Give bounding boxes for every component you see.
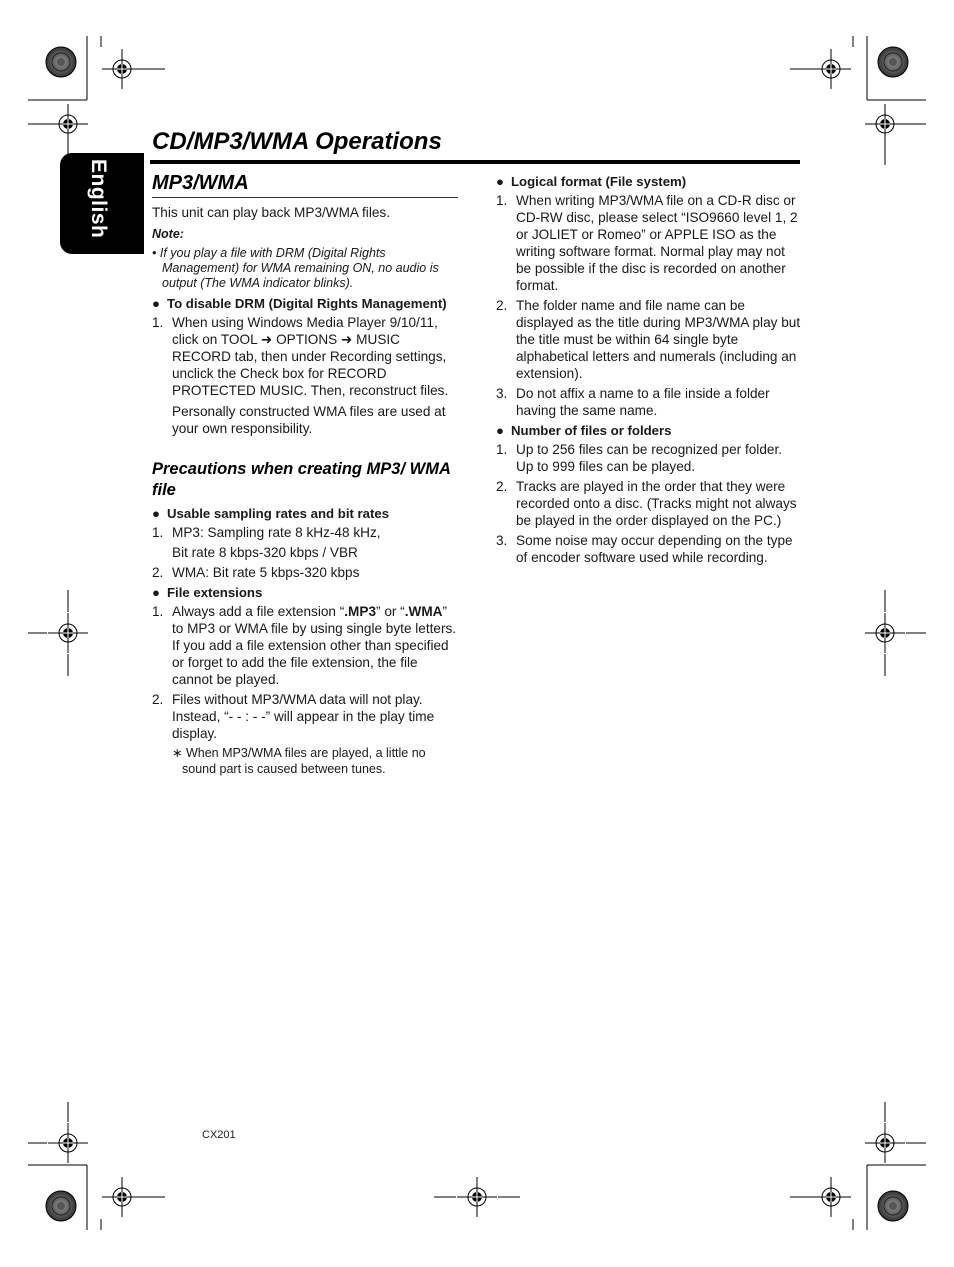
ext-footnote: ∗ When MP3/WMA files are played, a little no sound part is caused between tunes. xyxy=(172,746,426,776)
bullet-icon: ● xyxy=(152,296,160,311)
logical-format-list xyxy=(496,192,802,419)
number-of-files-heading: ● Number of files or folders xyxy=(496,423,672,438)
list-item: 1. Always add a file extension “.MP3” or “.WMA” to MP3 or WMA file by using single byte letters. If you add a file extension other than specified or forget to add the file extension, the file cannot be played. xyxy=(152,604,457,687)
bullet-icon: ● xyxy=(152,585,160,600)
list-item: 3. Some noise may occur depending on the type of encoder software used while recording. xyxy=(496,533,793,565)
precautions-title: Precautions when creating MP3/ WMA file xyxy=(152,460,451,499)
rates-list-cont xyxy=(152,564,458,581)
list-item: 2. The folder name and file name can be displayed as the title during MP3/WMA play but the title must be within 64 single byte alphabetical letters and numerals (including an extension). xyxy=(496,298,801,381)
list-item: 1. When using Windows Media Player 9/10/11, click on TOOL ➜ OPTIONS ➜ MUSIC RECORD tab, then under Recording settings, unclick the Check box for RECORD PROTECTED MUSIC. Then, reconstruct files. xyxy=(152,315,449,398)
list-item: 2. Files without MP3/WMA data will not play. Instead, “- - : - -” will appear in the play time display. xyxy=(152,692,435,741)
bullet-icon: ● xyxy=(152,506,160,521)
logical-format-heading: ● Logical format (File system) xyxy=(496,174,687,189)
language-tab xyxy=(60,153,144,254)
intro-text: This unit can play back MP3/WMA files. xyxy=(152,205,390,220)
drm-heading: ● To disable DRM (Digital Rights Management) xyxy=(152,296,447,311)
ext-heading: ● File extensions xyxy=(152,585,263,600)
number-of-files-list xyxy=(496,441,802,566)
list-item: 2. WMA: Bit rate 5 kbps-320 kbps xyxy=(152,565,360,580)
rates-item1-line2: Bit rate 8 kbps-320 kbps / VBR xyxy=(172,545,358,560)
list-item: 3. Do not affix a name to a file inside a folder having the same name. xyxy=(496,386,770,418)
note-text: • If you play a file with DRM (Digital Rights Management) for WMA remaining ON, no audio is output (The WMA indicator blinks). xyxy=(152,246,439,290)
title-rule xyxy=(150,160,800,164)
left-column xyxy=(152,172,458,777)
list-item: 2. Tracks are played in the order that they were recorded onto a disc. (Tracks might not always be played in the order displayed on the PC.) xyxy=(496,479,797,528)
page-title: CD/MP3/WMA Operations xyxy=(152,128,442,155)
right-column xyxy=(496,173,802,569)
bullet-icon: ● xyxy=(496,423,504,438)
ext-list xyxy=(152,603,458,742)
drm-list xyxy=(152,314,458,399)
model-code: CX201 xyxy=(202,1129,236,1141)
bullet-icon: ● xyxy=(496,174,504,189)
rates-heading: ● Usable sampling rates and bit rates xyxy=(152,506,390,521)
drm-followup: Personally constructed WMA files are used at your own responsibility. xyxy=(172,404,446,436)
list-item: 1. MP3: Sampling rate 8 kHz-48 kHz, xyxy=(152,525,381,540)
list-item: 1. Up to 256 files can be recognized per folder. Up to 999 files can be played. xyxy=(496,442,783,474)
language-tab-label: English xyxy=(87,159,110,239)
list-item: 1. When writing MP3/WMA file on a CD-R disc or CD-RW disc, please select “ISO9660 level 1, 2 or JOLIET or Romeo” or APPLE ISO as the writing software format. Normal play may not be possible if the disc is recorded on another format. xyxy=(496,193,798,293)
rates-list xyxy=(152,524,458,541)
note-label: Note: xyxy=(152,227,184,241)
section-title: MP3/WMA xyxy=(152,172,458,198)
